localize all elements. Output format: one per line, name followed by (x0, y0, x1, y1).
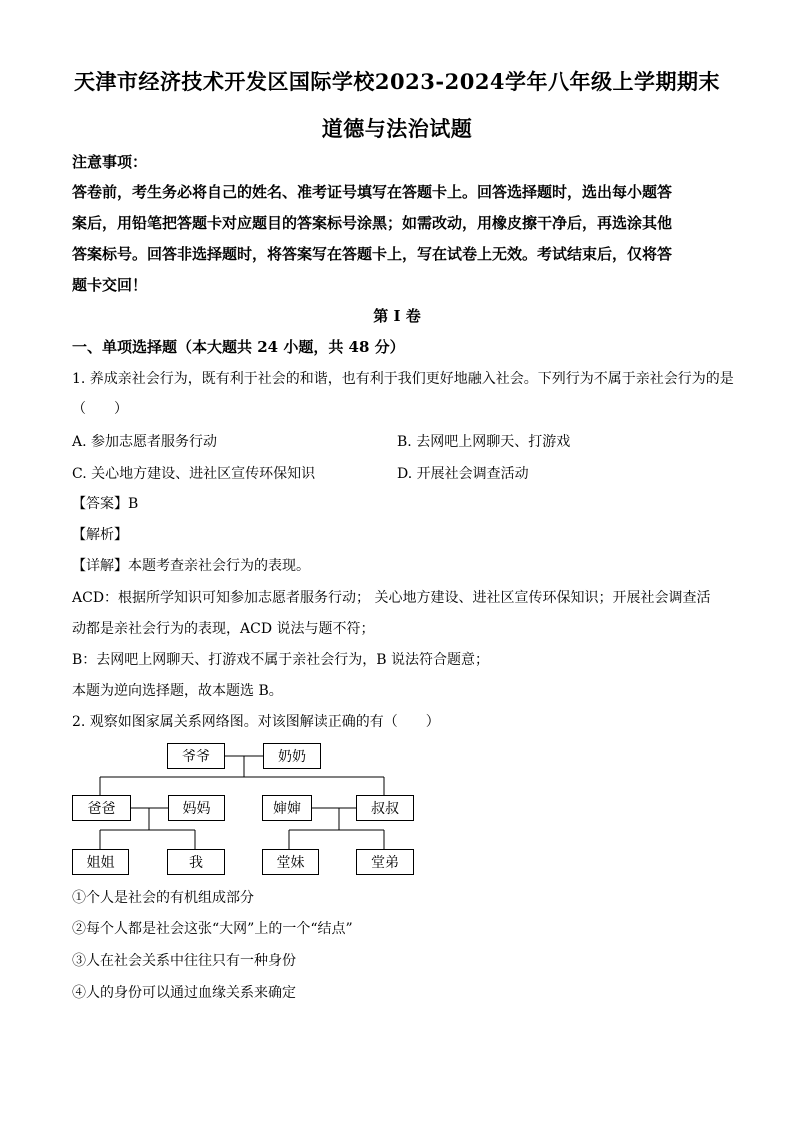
notice-line: 答案标号。回答非选择题时，将答案写在答题卡上，写在试卷上无效。考试结束后，仅将答 (72, 245, 673, 263)
q1-analysis-label: 【解析】 (72, 527, 128, 543)
node-grandpa: 爷爷 (167, 743, 225, 769)
q2-statement-1: ①个人是社会的有机组成部分 (72, 890, 254, 906)
q1-option-b: B. 去网吧上网聊天、打游戏 (397, 434, 571, 450)
q1-answer: 【答案】B (72, 496, 139, 512)
q2-statement-4: ④人的身份可以通过血缘关系来确定 (72, 985, 296, 1001)
node-uncle: 叔叔 (356, 795, 414, 821)
notice-line: 题卡交回！ (72, 276, 148, 294)
q2-statement-2: ②每个人都是社会这张“大网”上的一个“结点” (72, 921, 353, 937)
notice-line: 案后，用铅笔把答题卡对应题目的答案标号涂黑；如需改动，用橡皮擦干净后，再选涂其他 (72, 214, 673, 232)
q2-stem: 2. 观察如图家属关系网络图。对该图解读正确的有（ ） (72, 714, 440, 730)
node-cousin-sister: 堂妹 (262, 849, 319, 875)
q1-option-a: A. 参加志愿者服务行动 (72, 434, 218, 450)
node-sister: 姐姐 (72, 849, 129, 875)
q1-conclusion: 本题为逆向选择题，故本题选 B。 (72, 683, 283, 699)
q1-option-d: D. 开展社会调查活动 (397, 466, 529, 482)
node-cousin-brother: 堂弟 (356, 849, 414, 875)
q1-acd-line2: 动都是亲社会行为的表现，ACD 说法与题不符； (72, 621, 375, 637)
q2-statement-3: ③人在社会关系中往往只有一种身份 (72, 953, 296, 969)
volume-heading: 第 I 卷 (373, 307, 421, 325)
node-dad: 爸爸 (72, 795, 131, 821)
node-me: 我 (167, 849, 225, 875)
notice-heading: 注意事项： (72, 153, 148, 171)
q1-option-c: C. 关心地方建设、进社区宣传环保知识 (72, 466, 316, 482)
node-aunt: 婶婶 (262, 795, 312, 821)
section-heading: 一、单项选择题（本大题共 24 小题，共 48 分） (72, 338, 405, 356)
exam-title-line1: 天津市经济技术开发区国际学校2023-2024学年八年级上学期期末 (73, 69, 721, 94)
q1-stem-bracket: （ ） (72, 401, 128, 417)
exam-title-line2: 道德与法治试题 (321, 116, 473, 141)
q1-b-explanation: B：去网吧上网聊天、打游戏不属于亲社会行为，B 说法符合题意； (72, 652, 490, 668)
q1-acd-line1: ACD：根据所学知识可知参加志愿者服务行动； 关心地方建设、进社区宣传环保知识；开展社会调查活 (72, 590, 711, 606)
q1-stem: 1. 养成亲社会行为，既有利于社会的和谐，也有利于我们更好地融入社会。下列行为不属于亲社会行为的是 (72, 371, 734, 387)
node-grandma: 奶奶 (263, 743, 321, 769)
node-mom: 妈妈 (168, 795, 225, 821)
family-tree-diagram (72, 740, 432, 880)
q1-detail: 【详解】本题考查亲社会行为的表现。 (72, 558, 310, 574)
notice-line: 答卷前，考生务必将自己的姓名、准考证号填写在答题卡上。回答选择题时，选出每小题答 (72, 183, 673, 201)
